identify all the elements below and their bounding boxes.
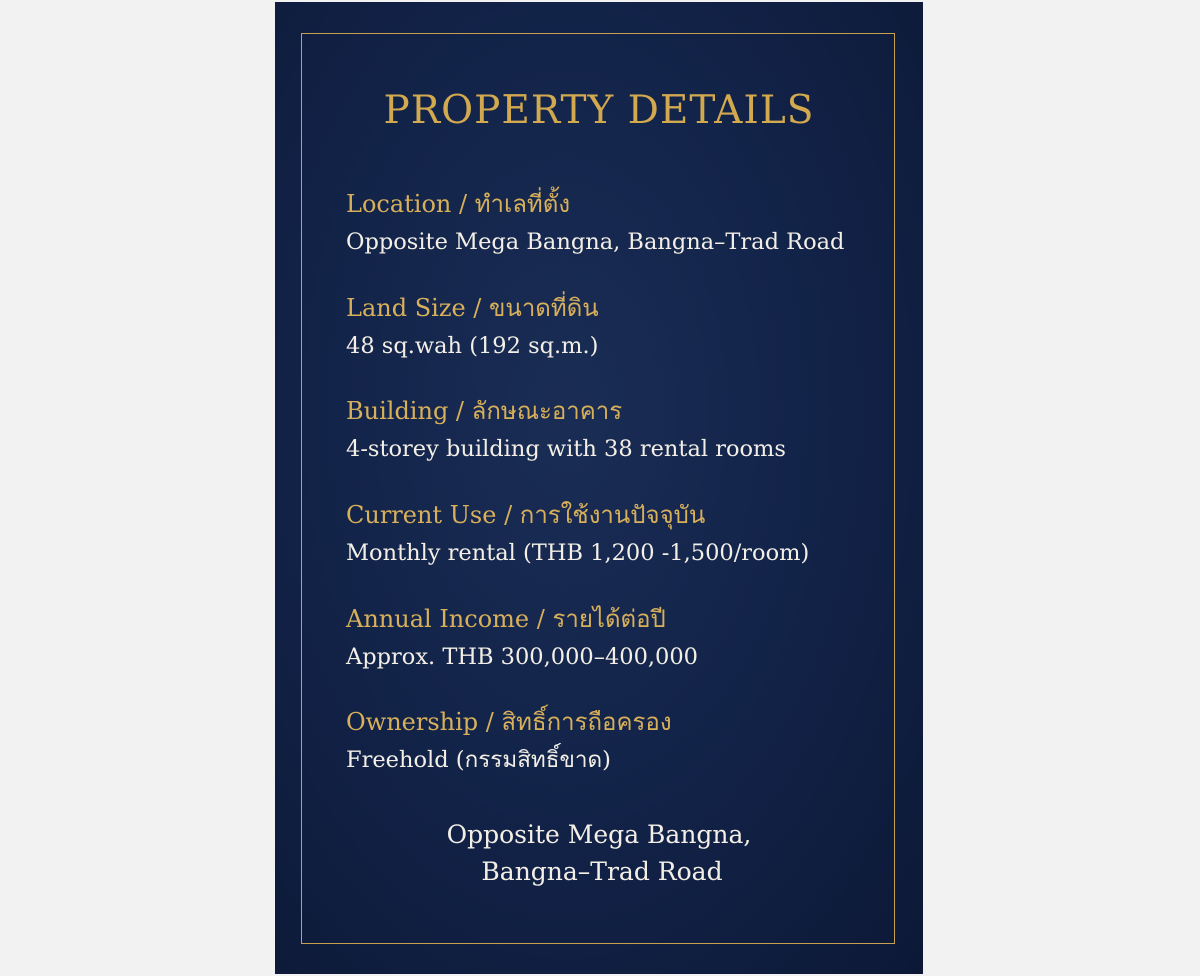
detail-value: 48 sq.wah (192 sq.m.): [346, 332, 599, 359]
location-footer: [275, 816, 923, 890]
detail-value: Opposite Mega Bangna, Bangna–Trad Road: [346, 228, 845, 255]
detail-location: [346, 190, 886, 256]
detail-label: Building / ลักษณะอาคาร: [346, 397, 623, 425]
detail-building: [346, 397, 886, 463]
gold-border-frame: [301, 33, 895, 944]
detail-label: Annual Income / รายได้ต่อปี: [346, 605, 666, 633]
detail-label: Current Use / การใช้งานปัจจุบัน: [346, 501, 706, 529]
detail-value: Freehold (กรรมสิทธิ์ขาด): [346, 746, 611, 773]
detail-value: 4-storey building with 38 rental rooms: [346, 435, 786, 462]
detail-label: Land Size / ขนาดที่ดิน: [346, 294, 599, 322]
detail-value: Monthly rental (THB 1,200 -1,500/room): [346, 539, 810, 566]
detail-ownership: [346, 708, 886, 774]
detail-label: Ownership / สิทธิ์การถือครอง: [346, 708, 672, 736]
property-details-card: [275, 2, 923, 974]
detail-label: Location / ทำเลที่ตั้ง: [346, 190, 571, 218]
detail-annual-income: [346, 605, 886, 671]
detail-current-use: [346, 501, 886, 567]
detail-land-size: [346, 294, 886, 360]
detail-value: Approx. THB 300,000–400,000: [346, 643, 699, 670]
footer-line-2: Bangna–Trad Road: [481, 857, 723, 886]
footer-line-1: Opposite Mega Bangna,: [446, 820, 752, 849]
page-title: PROPERTY DETAILS: [383, 88, 815, 133]
